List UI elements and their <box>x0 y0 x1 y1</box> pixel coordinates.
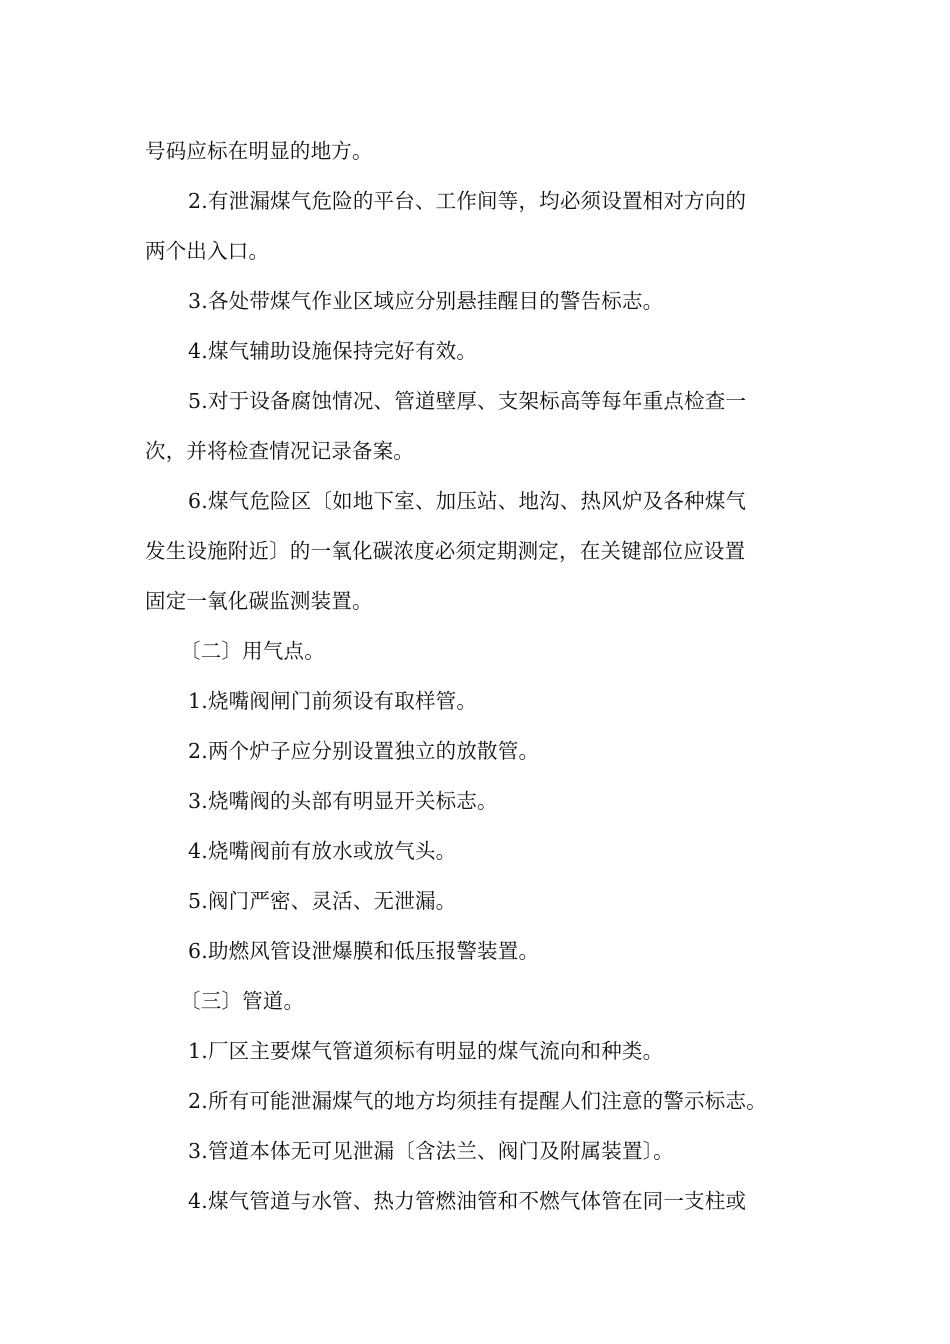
paragraph-line: 固定一氧化碳监测装置。 <box>145 589 373 613</box>
paragraph-line: 4.煤气管道与水管、热力管燃油管和不燃气体管在同一支柱或 <box>188 1189 747 1213</box>
paragraph-line: 两个出入口。 <box>145 239 270 263</box>
paragraph-line: 1.烧嘴阀闸门前须设有取样管。 <box>188 689 478 713</box>
paragraph-line: 2.有泄漏煤气危险的平台、工作间等，均必须设置相对方向的 <box>188 189 747 213</box>
paragraph-line: 5.对于设备腐蚀情况、管道壁厚、支架标高等每年重点检查一 <box>188 389 747 413</box>
paragraph-line: 6.煤气危险区〔如地下室、加压站、地沟、热风炉及各种煤气 <box>188 489 747 513</box>
paragraph-line: 2.所有可能泄漏煤气的地方均须挂有提醒人们注意的警示标志。 <box>188 1089 767 1113</box>
paragraph-line: 4.煤气辅助设施保持完好有效。 <box>188 339 478 363</box>
section-heading: 〔三〕管道。 <box>180 989 305 1013</box>
paragraph-line: 次，并将检查情况记录备案。 <box>145 439 415 463</box>
paragraph-line: 1.厂区主要煤气管道须标有明显的煤气流向和种类。 <box>188 1039 664 1063</box>
paragraph-line: 3.各处带煤气作业区域应分别悬挂醒目的警告标志。 <box>188 289 664 313</box>
paragraph-line: 3.管道本体无可见泄漏〔含法兰、阀门及附属装置〕。 <box>188 1139 674 1163</box>
paragraph-line: 5.阀门严密、灵活、无泄漏。 <box>188 889 457 913</box>
section-heading: 〔二〕用气点。 <box>180 639 325 663</box>
paragraph-line: 4.烧嘴阀前有放水或放气头。 <box>188 839 457 863</box>
paragraph-line: 2.两个炉子应分别设置独立的放散管。 <box>188 739 540 763</box>
paragraph-line: 号码应标在明显的地方。 <box>145 139 373 163</box>
paragraph-line: 6.助燃风管设泄爆膜和低压报警装置。 <box>188 939 540 963</box>
paragraph-line: 3.烧嘴阀的头部有明显开关标志。 <box>188 789 498 813</box>
paragraph-line: 发生设施附近〕的一氧化碳浓度必须定期测定，在关键部位应设置 <box>145 539 746 563</box>
